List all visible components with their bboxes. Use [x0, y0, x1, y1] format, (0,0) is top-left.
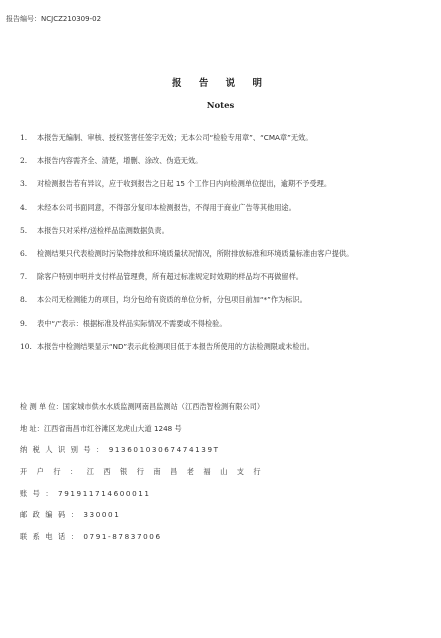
note-item — [20, 226, 430, 236]
note-item — [20, 319, 430, 329]
address: 地 址：江西省南昌市红谷滩区龙虎山大道 1248 号 — [20, 423, 182, 433]
note-text: 本报告内容需齐全、清楚，增删、涂改、伪造无效。 — [37, 156, 203, 166]
phone: 联 系 电 话 ： 0791-87837006 — [20, 532, 162, 542]
note-number: 2. — [20, 156, 28, 166]
note-item — [20, 342, 430, 352]
page-title: 报 告 说 明 — [172, 78, 269, 89]
note-number: 9. — [20, 318, 28, 328]
notes-list — [20, 133, 430, 365]
note-item — [20, 249, 430, 259]
note-number: 7. — [20, 272, 28, 282]
note-item — [20, 156, 430, 166]
note-number: 8. — [20, 295, 28, 305]
note-number: 10. — [20, 341, 32, 351]
note-text: 本报告无编制、审核、授权签害任签字无效；无本公司“检验专用章”、“CMA章”无效。 — [37, 133, 313, 142]
note-text: 检测结果只代表检测时污染物排放和环境质量状况情况，所附排放标准和环境质量标准由客户提供。 — [37, 248, 354, 258]
note-item — [20, 272, 430, 282]
report-number: 报告编号：NCJCZ210309-02 — [6, 15, 102, 23]
testing-unit: 检 测 单 位：国家城市供水水质监测网南昌监测站（江西浩智检测有限公司） — [20, 402, 265, 411]
note-number: 5. — [20, 225, 28, 235]
bank-account: 账 号 ： 791911714600011 — [20, 488, 151, 498]
note-text: 本报告只对采样/送检样品监测数据负责。 — [37, 225, 169, 235]
company-info — [20, 402, 435, 554]
note-text: 表中“/”表示：根据标准及样品实际情况不需要或不得检验。 — [37, 318, 227, 328]
tax-id: 纳 税 人 识 别 号 ： 91360103067474139T — [20, 445, 220, 455]
note-item — [20, 203, 430, 213]
note-text: 除客户特别申明并支付样品管理费，所有超过标准规定时效期的样品均不再做留样。 — [37, 272, 303, 282]
note-text: 对检测报告若有异议，应于收到报告之日起 15 个工作日内向检测单位提出，逾期不予受理。 — [37, 179, 332, 189]
note-number: 3. — [20, 179, 28, 189]
note-text: 本报告中检测结果显示“ND”表示此检测项目低于本报告所使用的方法检测限或未检出。 — [37, 341, 314, 351]
note-item — [20, 179, 430, 189]
note-text: 本公司无检测能力的项目，均分包给有资质的单位分析，分包项目前加“*”作为标识。 — [37, 295, 307, 305]
bank-name: 开 户 行 ： 江 西 银 行 南 昌 老 福 山 支 行 — [20, 467, 265, 477]
note-number: 6. — [20, 248, 28, 258]
page-subtitle: Notes — [206, 101, 235, 111]
note-number: 4. — [20, 202, 28, 212]
note-number: 1. — [20, 133, 28, 142]
note-item — [20, 295, 430, 305]
note-item — [20, 133, 430, 143]
note-text: 未经本公司书面同意，不得部分复印本检测报告，不得用于商业广告等其他用途。 — [37, 202, 296, 212]
postcode: 邮 政 编 码 ： 330001 — [20, 510, 121, 520]
